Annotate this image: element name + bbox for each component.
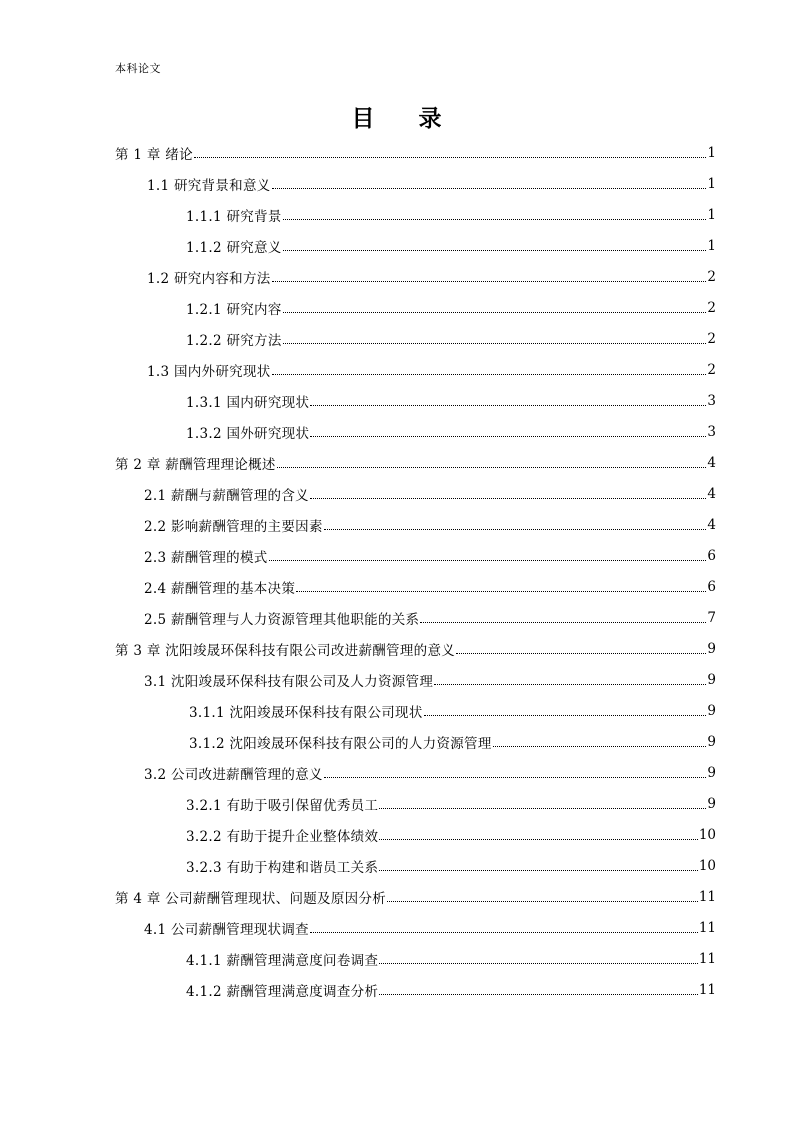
toc-entry-page: 2 (707, 330, 716, 347)
dot-leader (456, 653, 706, 654)
dot-leader (272, 374, 707, 375)
toc-entry-label: 1.3.1 国内研究现状 (186, 394, 310, 411)
toc-entry[interactable] (144, 912, 716, 943)
dot-leader (420, 622, 706, 623)
dot-leader (379, 994, 698, 995)
running-header: 本科论文 (115, 62, 161, 75)
toc-entry-label: 1.1 研究背景和意义 (147, 177, 271, 194)
toc-entry-label: 2.4 薪酬管理的基本决策 (144, 580, 296, 597)
toc-entry-label: 第 2 章 薪酬管理理论概述 (115, 456, 276, 473)
dot-leader (283, 343, 707, 344)
toc-entry-page: 1 (707, 144, 716, 161)
toc-entry[interactable] (144, 757, 716, 788)
toc-title: 目 录 (351, 106, 460, 132)
dot-leader (379, 963, 698, 964)
toc-entry-label: 1.1.2 研究意义 (186, 239, 282, 256)
dot-leader (324, 529, 707, 530)
toc-entry-page: 4 (707, 516, 716, 533)
toc-entry[interactable] (144, 571, 716, 602)
toc-entry[interactable] (147, 261, 716, 292)
toc-entry[interactable] (115, 137, 716, 168)
toc-entry[interactable] (147, 354, 716, 385)
toc-entry-label: 2.3 薪酬管理的模式 (144, 549, 268, 566)
dot-leader (277, 467, 707, 468)
toc-entry-label: 2.5 薪酬管理与人力资源管理其他职能的关系 (144, 611, 420, 628)
toc-entry[interactable] (186, 850, 716, 881)
toc-entry[interactable] (186, 230, 716, 261)
toc-entry[interactable] (186, 323, 716, 354)
toc-entry-page: 1 (707, 175, 716, 192)
toc-entry-page: 9 (707, 702, 716, 719)
toc-entry-page: 10 (698, 857, 716, 874)
dot-leader (324, 777, 707, 778)
toc-entry[interactable] (186, 199, 716, 230)
dot-leader (493, 746, 707, 747)
dot-leader (283, 219, 707, 220)
toc-entry-label: 1.3 国内外研究现状 (147, 363, 271, 380)
dot-leader (424, 715, 707, 716)
dot-leader (283, 250, 707, 251)
toc-entry[interactable] (186, 819, 716, 850)
toc-entry-label: 1.2 研究内容和方法 (147, 270, 271, 287)
toc-entry-page: 3 (707, 423, 716, 440)
toc-entry-label: 3.2.1 有助于吸引保留优秀员工 (186, 797, 379, 814)
toc-entry[interactable] (189, 695, 716, 726)
dot-leader (310, 932, 698, 933)
toc-entry-page: 9 (707, 795, 716, 812)
dot-leader (296, 591, 706, 592)
toc-entry-label: 4.1 公司薪酬管理现状调查 (144, 921, 309, 938)
toc-entry-page: 2 (707, 299, 716, 316)
toc-entry[interactable] (186, 943, 716, 974)
toc-entry-page: 4 (707, 485, 716, 502)
toc-entry-label: 2.2 影响薪酬管理的主要因素 (144, 518, 323, 535)
toc-entry-page: 6 (707, 578, 716, 595)
toc-entry-page: 11 (698, 919, 716, 936)
toc-entry[interactable] (189, 726, 716, 757)
toc-entry-page: 1 (707, 206, 716, 223)
toc-entry[interactable] (144, 509, 716, 540)
toc-entry[interactable] (144, 664, 716, 695)
toc-entry[interactable] (147, 168, 716, 199)
toc-entry-label: 第 1 章 绪论 (115, 146, 193, 163)
toc-entry-label: 2.1 薪酬与薪酬管理的含义 (144, 487, 309, 504)
toc-entry-label: 1.1.1 研究背景 (186, 208, 282, 225)
dot-leader (310, 405, 706, 406)
toc-entry-page: 9 (707, 671, 716, 688)
toc-entry-label: 3.2.2 有助于提升企业整体绩效 (186, 828, 379, 845)
toc-entry-page: 9 (707, 764, 716, 781)
toc-entry-label: 4.1.1 薪酬管理满意度问卷调查 (186, 952, 379, 969)
toc-entry-page: 11 (698, 888, 716, 905)
toc-entry[interactable] (186, 974, 716, 1005)
toc-entry[interactable] (115, 633, 716, 664)
dot-leader (379, 870, 698, 871)
toc-entry[interactable] (115, 447, 716, 478)
toc-entry[interactable] (186, 788, 716, 819)
toc-entry[interactable] (144, 602, 716, 633)
toc-entry-page: 6 (707, 547, 716, 564)
toc-entry-label: 4.1.2 薪酬管理满意度调查分析 (186, 983, 379, 1000)
toc-entry-page: 3 (707, 392, 716, 409)
toc-entry-page: 9 (707, 640, 716, 657)
toc-entry-page: 7 (707, 609, 716, 626)
dot-leader (194, 157, 707, 158)
toc-entry-label: 1.2.1 研究内容 (186, 301, 282, 318)
toc-entry-page: 9 (707, 733, 716, 750)
toc-entry[interactable] (115, 881, 716, 912)
dot-leader (310, 498, 706, 499)
toc-entry-page: 11 (698, 981, 716, 998)
toc-entry[interactable] (186, 292, 716, 323)
dot-leader (379, 808, 706, 809)
toc-entry-page: 1 (707, 237, 716, 254)
toc-entry-label: 3.1.1 沈阳竣晟环保科技有限公司现状 (189, 704, 423, 721)
toc-entry-label: 第 3 章 沈阳竣晟环保科技有限公司改进薪酬管理的意义 (115, 642, 456, 659)
toc-entry-page: 2 (707, 268, 716, 285)
toc-entry[interactable] (144, 540, 716, 571)
toc-entry[interactable] (186, 416, 716, 447)
toc-entry-label: 3.1 沈阳竣晟环保科技有限公司及人力资源管理 (144, 673, 434, 690)
dot-leader (387, 901, 698, 902)
toc-entry-label: 3.1.2 沈阳竣晟环保科技有限公司的人力资源管理 (189, 735, 492, 752)
dot-leader (310, 436, 706, 437)
dot-leader (379, 839, 698, 840)
dot-leader (272, 188, 707, 189)
toc-entry-label: 3.2.3 有助于构建和谐员工关系 (186, 859, 379, 876)
dot-leader (272, 281, 707, 282)
dot-leader (434, 684, 706, 685)
toc-entry[interactable] (186, 385, 716, 416)
toc-entry-label: 1.3.2 国外研究现状 (186, 425, 310, 442)
table-of-contents (0, 137, 793, 1005)
dot-leader (283, 312, 707, 313)
toc-entry-page: 2 (707, 361, 716, 378)
toc-entry-label: 3.2 公司改进薪酬管理的意义 (144, 766, 323, 783)
toc-entry-label: 第 4 章 公司薪酬管理现状、问题及原因分析 (115, 890, 387, 907)
toc-entry[interactable] (144, 478, 716, 509)
toc-entry-page: 4 (707, 454, 716, 471)
toc-entry-page: 10 (698, 826, 716, 843)
toc-entry-page: 11 (698, 950, 716, 967)
dot-leader (269, 560, 707, 561)
toc-entry-label: 1.2.2 研究方法 (186, 332, 282, 349)
